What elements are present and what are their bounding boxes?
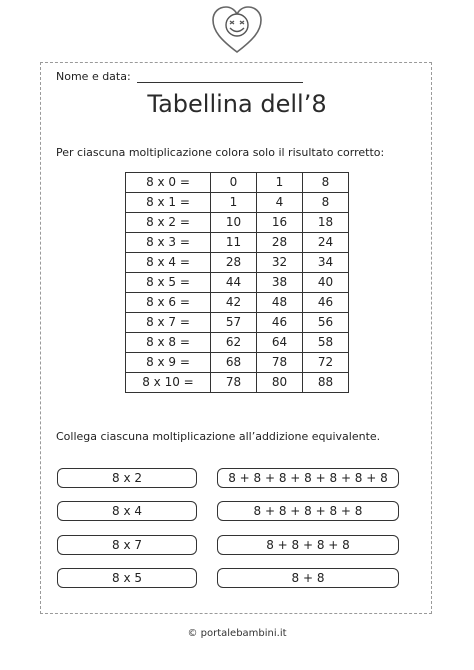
footer-credit: © portalebambini.it [187, 628, 287, 639]
addition-box[interactable]: 8 + 8 + 8 + 8 + 8 [217, 501, 399, 521]
multiplication-cell: 8 x 0 = [126, 173, 211, 193]
answer-option-cell[interactable]: 8 [303, 173, 349, 193]
answer-option-cell[interactable]: 34 [303, 253, 349, 273]
answer-option-cell[interactable]: 0 [211, 173, 257, 193]
answer-option-cell[interactable]: 48 [257, 293, 303, 313]
addition-box[interactable]: 8 + 8 + 8 + 8 [217, 535, 399, 555]
name-date-field[interactable] [137, 71, 303, 83]
answer-option-cell[interactable]: 1 [257, 173, 303, 193]
name-date-label: Nome e data: [56, 70, 131, 83]
answer-option-cell[interactable]: 38 [257, 273, 303, 293]
multiplication-table [125, 172, 349, 393]
answer-option-cell[interactable]: 46 [303, 293, 349, 313]
answer-option-cell[interactable]: 80 [257, 373, 303, 393]
answer-option-cell[interactable]: 11 [211, 233, 257, 253]
answer-option-cell[interactable]: 56 [303, 313, 349, 333]
multiplication-cell: 8 x 6 = [126, 293, 211, 313]
answer-option-cell[interactable]: 88 [303, 373, 349, 393]
multiplication-cell: 8 x 9 = [126, 353, 211, 373]
answer-option-cell[interactable]: 24 [303, 233, 349, 253]
multiplication-box[interactable]: 8 x 7 [57, 535, 197, 555]
multiplication-box[interactable]: 8 x 2 [57, 468, 197, 488]
answer-option-cell[interactable]: 40 [303, 273, 349, 293]
page-title: Tabellina dell’8 [147, 90, 327, 118]
answer-option-cell[interactable]: 28 [257, 233, 303, 253]
table-row [126, 233, 349, 253]
heart-smiley-logo-icon [211, 4, 263, 56]
answer-option-cell[interactable]: 62 [211, 333, 257, 353]
answer-option-cell[interactable]: 46 [257, 313, 303, 333]
multiplication-cell: 8 x 2 = [126, 213, 211, 233]
table-row [126, 333, 349, 353]
answer-option-cell[interactable]: 78 [211, 373, 257, 393]
addition-box[interactable]: 8 + 8 [217, 568, 399, 588]
multiplication-cell: 8 x 7 = [126, 313, 211, 333]
answer-option-cell[interactable]: 42 [211, 293, 257, 313]
answer-option-cell[interactable]: 28 [211, 253, 257, 273]
table-row [126, 213, 349, 233]
answer-option-cell[interactable]: 68 [211, 353, 257, 373]
answer-option-cell[interactable]: 58 [303, 333, 349, 353]
table-row [126, 173, 349, 193]
table-row [126, 313, 349, 333]
exercise-1-instruction: Per ciascuna moltiplicazione colora solo il risultato corretto: [56, 146, 385, 159]
answer-option-cell[interactable]: 57 [211, 313, 257, 333]
answer-option-cell[interactable]: 1 [211, 193, 257, 213]
exercise-2-instruction: Collega ciascuna moltiplicazione all’addizione equivalente. [56, 430, 381, 443]
table-row [126, 373, 349, 393]
multiplication-cell: 8 x 1 = [126, 193, 211, 213]
addition-box[interactable]: 8 + 8 + 8 + 8 + 8 + 8 + 8 [217, 468, 399, 488]
answer-option-cell[interactable]: 18 [303, 213, 349, 233]
multiplication-cell: 8 x 3 = [126, 233, 211, 253]
answer-option-cell[interactable]: 8 [303, 193, 349, 213]
answer-option-cell[interactable]: 64 [257, 333, 303, 353]
answer-option-cell[interactable]: 16 [257, 213, 303, 233]
answer-option-cell[interactable]: 4 [257, 193, 303, 213]
multiplication-cell: 8 x 10 = [126, 373, 211, 393]
table-row [126, 293, 349, 313]
answer-option-cell[interactable]: 44 [211, 273, 257, 293]
multiplication-box[interactable]: 8 x 4 [57, 501, 197, 521]
answer-option-cell[interactable]: 10 [211, 213, 257, 233]
table-row [126, 253, 349, 273]
table-row [126, 193, 349, 213]
table-row [126, 353, 349, 373]
answer-option-cell[interactable]: 72 [303, 353, 349, 373]
multiplication-cell: 8 x 8 = [126, 333, 211, 353]
answer-option-cell[interactable]: 32 [257, 253, 303, 273]
multiplication-cell: 8 x 5 = [126, 273, 211, 293]
answer-option-cell[interactable]: 78 [257, 353, 303, 373]
table-row [126, 273, 349, 293]
multiplication-cell: 8 x 4 = [126, 253, 211, 273]
multiplication-box[interactable]: 8 x 5 [57, 568, 197, 588]
name-date-row [56, 70, 303, 83]
